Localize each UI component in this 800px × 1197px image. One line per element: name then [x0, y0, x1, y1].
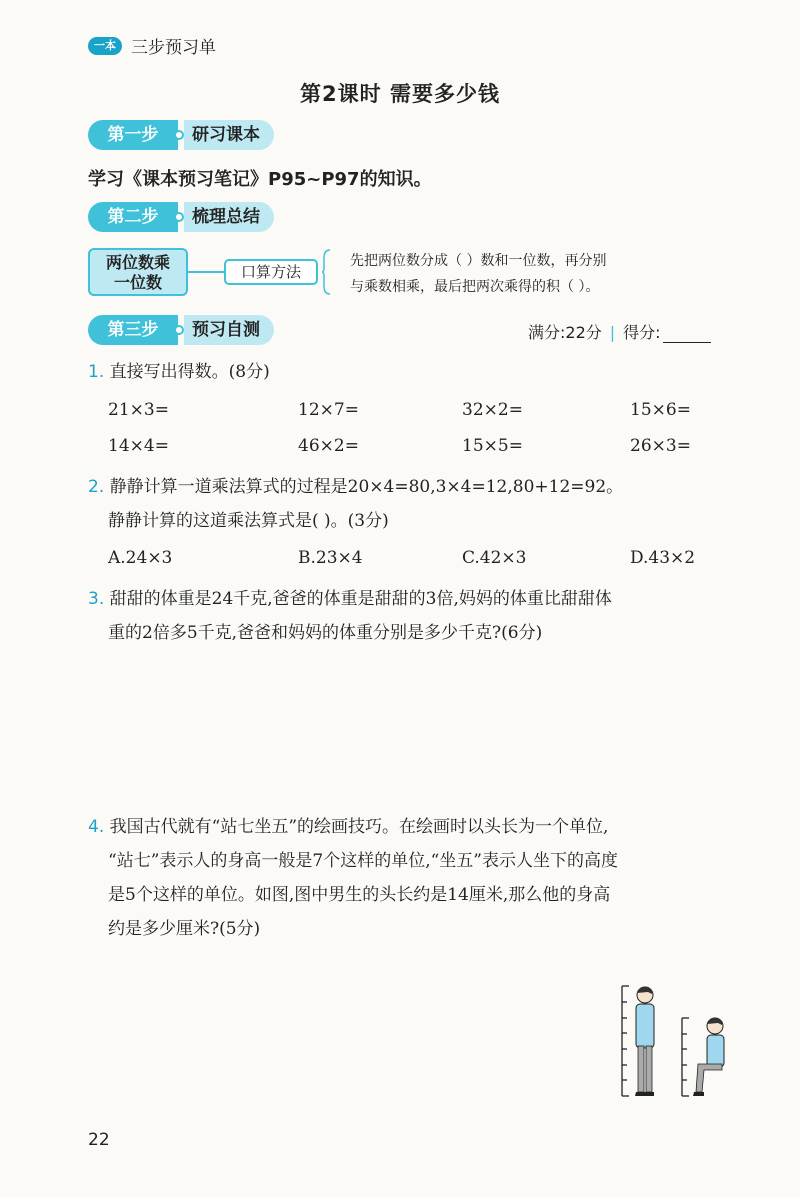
- mindmap-topic: [88, 248, 188, 296]
- question-2-line2: 静静计算的这道乘法算式是( )。(3分): [108, 511, 389, 531]
- step2-heading: [88, 202, 288, 232]
- question-2-number: 2.: [88, 477, 105, 497]
- mindmap-topic-line2: 一位数: [113, 273, 162, 292]
- question-1-text: 直接写出得数。(8分): [109, 362, 270, 382]
- calc-2-3: 15×5=: [462, 436, 523, 456]
- mindmap-text: [350, 248, 606, 300]
- mindmap-connector: [188, 271, 224, 273]
- mindmap-text-line2: 与乘数相乘，最后把两次乘得的积（ ）。: [350, 279, 600, 295]
- mindmap-method: 口算方法: [224, 259, 318, 285]
- step3-label: 预习自测: [184, 315, 274, 345]
- step2-badge: 第二步: [88, 202, 178, 232]
- question-4-line1: 我国古代就有“站七坐五”的绘画技巧。在绘画时以头长为一个单位,: [109, 817, 609, 837]
- calc-1-2: 12×7=: [298, 400, 359, 420]
- step1-badge: 第一步: [88, 120, 178, 150]
- question-1-number: 1.: [88, 362, 105, 382]
- question-4-line4: 约是多少厘米?(5分): [108, 919, 261, 939]
- mindmap-text-line1: 先把两位数分成（ ）数和一位数，再分别: [350, 253, 607, 269]
- question-2: [88, 470, 768, 538]
- question-4-line3: 是5个这样的单位。如图,图中男生的头长约是14厘米,那么他的身高: [108, 885, 611, 905]
- lesson-title: 第2课时 需要多少钱: [300, 82, 500, 106]
- option-a[interactable]: A.24×3: [108, 548, 173, 568]
- brand-tag: 一本: [88, 37, 122, 55]
- full-score: 满分:22分: [528, 323, 602, 342]
- step3-heading: [88, 315, 288, 345]
- question-4-line2: “站七”表示人的身高一般是7个这样的单位,“坐五”表示人坐下的高度: [108, 851, 618, 871]
- step1-heading: [88, 120, 288, 150]
- option-c[interactable]: C.42×3: [462, 548, 527, 568]
- step3-dot-icon: [174, 325, 184, 335]
- question-3: [88, 582, 768, 650]
- step1-label: 研习课本: [184, 120, 274, 150]
- step3-badge: 第三步: [88, 315, 178, 345]
- step1-dot-icon: [174, 130, 184, 140]
- mindmap-topic-line1: 两位数乘: [105, 253, 170, 272]
- option-d[interactable]: D.43×2: [630, 548, 696, 568]
- page-number: 22: [88, 1130, 110, 1150]
- calc-1-4: 15×6=: [630, 400, 691, 420]
- question-3-line1: 甜甜的体重是24千克,爸爸的体重是甜甜的3倍,妈妈的体重比甜甜体: [109, 589, 612, 609]
- question-3-answer-area[interactable]: [108, 660, 748, 800]
- question-4: [88, 810, 768, 946]
- question-1: [88, 355, 270, 389]
- step2-dot-icon: [174, 212, 184, 222]
- question-2-line1: 静静计算一道乘法算式的过程是20×4=80,3×4=12,80+12=92。: [109, 477, 624, 497]
- question-3-line2: 重的2倍多5千克,爸爸和妈妈的体重分别是多少千克?(6分): [108, 623, 543, 643]
- option-b[interactable]: B.23×4: [298, 548, 363, 568]
- calc-2-1: 14×4=: [108, 436, 169, 456]
- question-3-number: 3.: [88, 589, 105, 609]
- score-blank[interactable]: [663, 326, 711, 343]
- mindmap-bracket-icon: [322, 248, 332, 296]
- score-separator: |: [609, 323, 616, 342]
- calc-1-1: 21×3=: [108, 400, 169, 420]
- header-title: 三步预习单: [131, 38, 216, 58]
- score-box: [528, 320, 711, 343]
- question-4-answer-area[interactable]: [108, 960, 588, 1110]
- step2-label: 梳理总结: [184, 202, 274, 232]
- question-4-number: 4.: [88, 817, 105, 837]
- calc-2-2: 46×2=: [298, 436, 359, 456]
- calc-2-4: 26×3=: [630, 436, 691, 456]
- calc-1-3: 32×2=: [462, 400, 523, 420]
- score-label: 得分:: [623, 323, 661, 342]
- standing-sitting-figure-illustration: [610, 980, 745, 1100]
- study-instruction: 学习《课本预习笔记》P95~P97的知识。: [88, 169, 432, 190]
